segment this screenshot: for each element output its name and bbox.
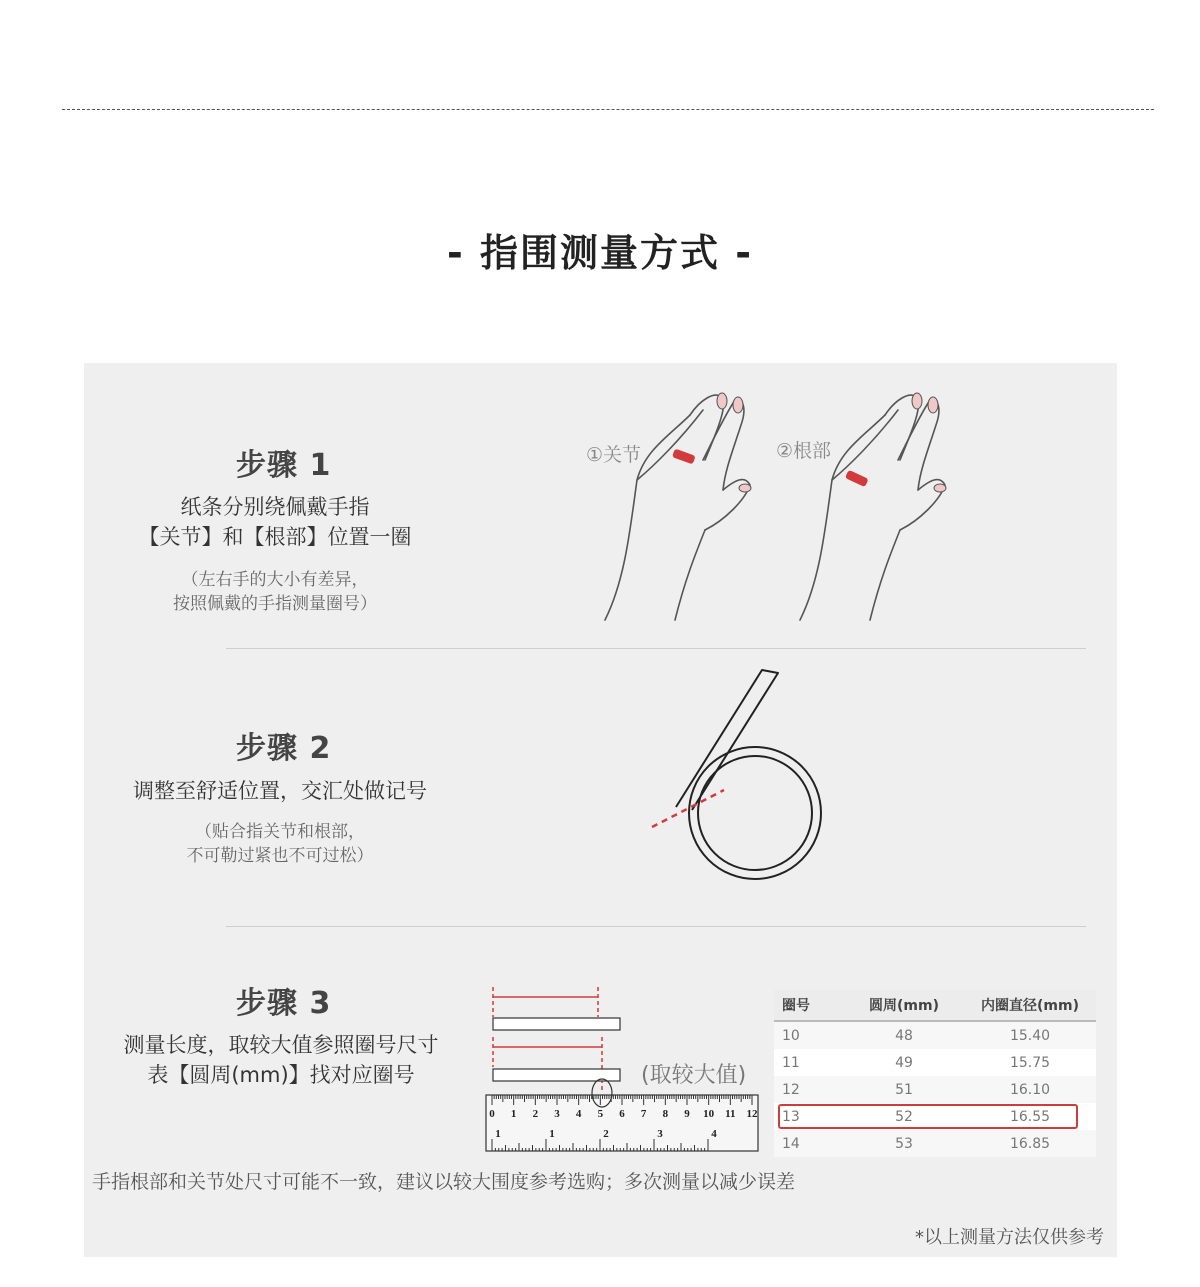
label-root: ②根部 — [776, 440, 832, 462]
ruler-cm-label: 3 — [554, 1108, 560, 1120]
larger-value-label: (取较大值) — [641, 1063, 747, 1088]
ruler-inch-label: 1 — [495, 1128, 501, 1140]
paper-strip-loop-illustration — [640, 665, 840, 890]
cell-size: 11 — [782, 1054, 800, 1071]
cell-circumference: 52 — [895, 1108, 913, 1125]
cell-circumference: 53 — [895, 1135, 913, 1152]
step1-title: 步骤 1 — [236, 448, 332, 483]
page-title: - 指围测量方式 - — [446, 231, 753, 275]
mark-line — [652, 790, 724, 827]
step1-main-text — [110, 492, 440, 552]
paper-strip-loop-inner — [698, 756, 812, 870]
header-circumference: 圆周(mm) — [869, 998, 939, 1014]
hand-root-illustration — [780, 380, 960, 630]
step1-note — [110, 568, 440, 616]
ring-size-table — [774, 990, 1096, 1157]
size-table-body — [774, 1022, 1096, 1157]
step-separator-2 — [226, 926, 1086, 927]
dashed-divider — [62, 109, 1154, 110]
table-row — [774, 1076, 1096, 1103]
highlight-frame — [778, 1104, 1078, 1129]
ruler-inch-label: 4 — [711, 1128, 717, 1140]
step3-main-line1: 测量长度，取较大值参照圈号尺寸 — [123, 1033, 439, 1057]
table-row — [774, 1130, 1096, 1157]
cell-inner-diameter: 16.85 — [1009, 1135, 1051, 1152]
ruler-cm-label: 5 — [597, 1108, 604, 1120]
step3-main-line2: 表【圆周(mm)】找对应圈号 — [147, 1063, 415, 1087]
step1-note-line1: （左右手的大小有差异， — [181, 570, 369, 590]
step2-main-text: 调整至舒适位置，交汇处做记号 — [133, 779, 427, 803]
ruler-cm-label: 9 — [684, 1108, 690, 1120]
label-joint: ①关节 — [586, 444, 642, 466]
ruler-inch-label: 3 — [657, 1128, 663, 1140]
table-row-highlighted — [774, 1103, 1096, 1130]
cell-circumference: 48 — [895, 1027, 913, 1044]
ruler-cm-label: 7 — [640, 1108, 647, 1120]
step2-title: 步骤 2 — [236, 731, 332, 766]
ruler-cm-label: 6 — [619, 1108, 625, 1120]
hand-joint-illustration — [585, 380, 765, 630]
cell-size: 13 — [782, 1108, 800, 1125]
cell-size: 12 — [782, 1081, 800, 1098]
cell-inner-diameter: 15.75 — [1009, 1054, 1051, 1071]
step3-title: 步骤 3 — [236, 986, 332, 1021]
ruler-cm-label: 0 — [489, 1108, 495, 1120]
table-row — [774, 1022, 1096, 1049]
step-separator-1 — [226, 648, 1086, 649]
cell-size: 14 — [782, 1135, 800, 1152]
ring-band-joint — [672, 448, 696, 464]
ruler-cm-label: 4 — [575, 1108, 582, 1120]
ruler-cm-label: 2 — [532, 1108, 539, 1120]
ruler-inch-label: 1 — [549, 1128, 555, 1140]
cell-inner-diameter: 15.40 — [1009, 1027, 1051, 1044]
ring-band-root — [845, 470, 869, 487]
header-size: 圈号 — [782, 998, 810, 1014]
ruler-cm-label: 1 — [510, 1108, 517, 1120]
footer-note: 手指根部和关节处尺寸可能不一致，建议以较大围度参考选购；多次测量以减少误差 — [92, 1171, 796, 1193]
cell-inner-diameter: 16.55 — [1009, 1108, 1051, 1125]
disclaimer: *以上测量方法仅供参考 — [915, 1227, 1104, 1248]
paper-strip-1 — [493, 1018, 620, 1030]
step1-main-line2: 【关节】和【根部】位置一圈 — [138, 525, 412, 549]
step1-main-line1: 纸条分别绕佩戴手指 — [180, 495, 370, 519]
ruler-cm-label: 11 — [725, 1108, 736, 1120]
ruler-inch-label: 2 — [603, 1128, 609, 1140]
cell-circumference: 49 — [895, 1054, 913, 1071]
step3-main-text — [96, 1030, 466, 1090]
cell-size: 10 — [782, 1027, 800, 1044]
step2-note-line2: 不可勒过紧也不可过松） — [186, 846, 374, 866]
table-row — [774, 1049, 1096, 1076]
paper-strip-tail — [676, 670, 778, 810]
step2-note-line1: （贴合指关节和根部， — [195, 822, 365, 842]
header-inner-diameter: 内圈直径(mm) — [981, 998, 1079, 1014]
size-table-header — [774, 990, 1096, 1022]
ruler-cm-label: 8 — [662, 1108, 669, 1120]
cell-inner-diameter: 16.10 — [1009, 1081, 1051, 1098]
step2-note — [100, 820, 460, 868]
ruler-cm-label: 12 — [746, 1108, 758, 1120]
step1-note-line2: 按照佩戴的手指测量圈号） — [173, 594, 377, 614]
cell-circumference: 51 — [895, 1081, 913, 1098]
ruler-cm-label: 10 — [703, 1108, 715, 1120]
paper-strip-loop-outer — [689, 747, 821, 879]
